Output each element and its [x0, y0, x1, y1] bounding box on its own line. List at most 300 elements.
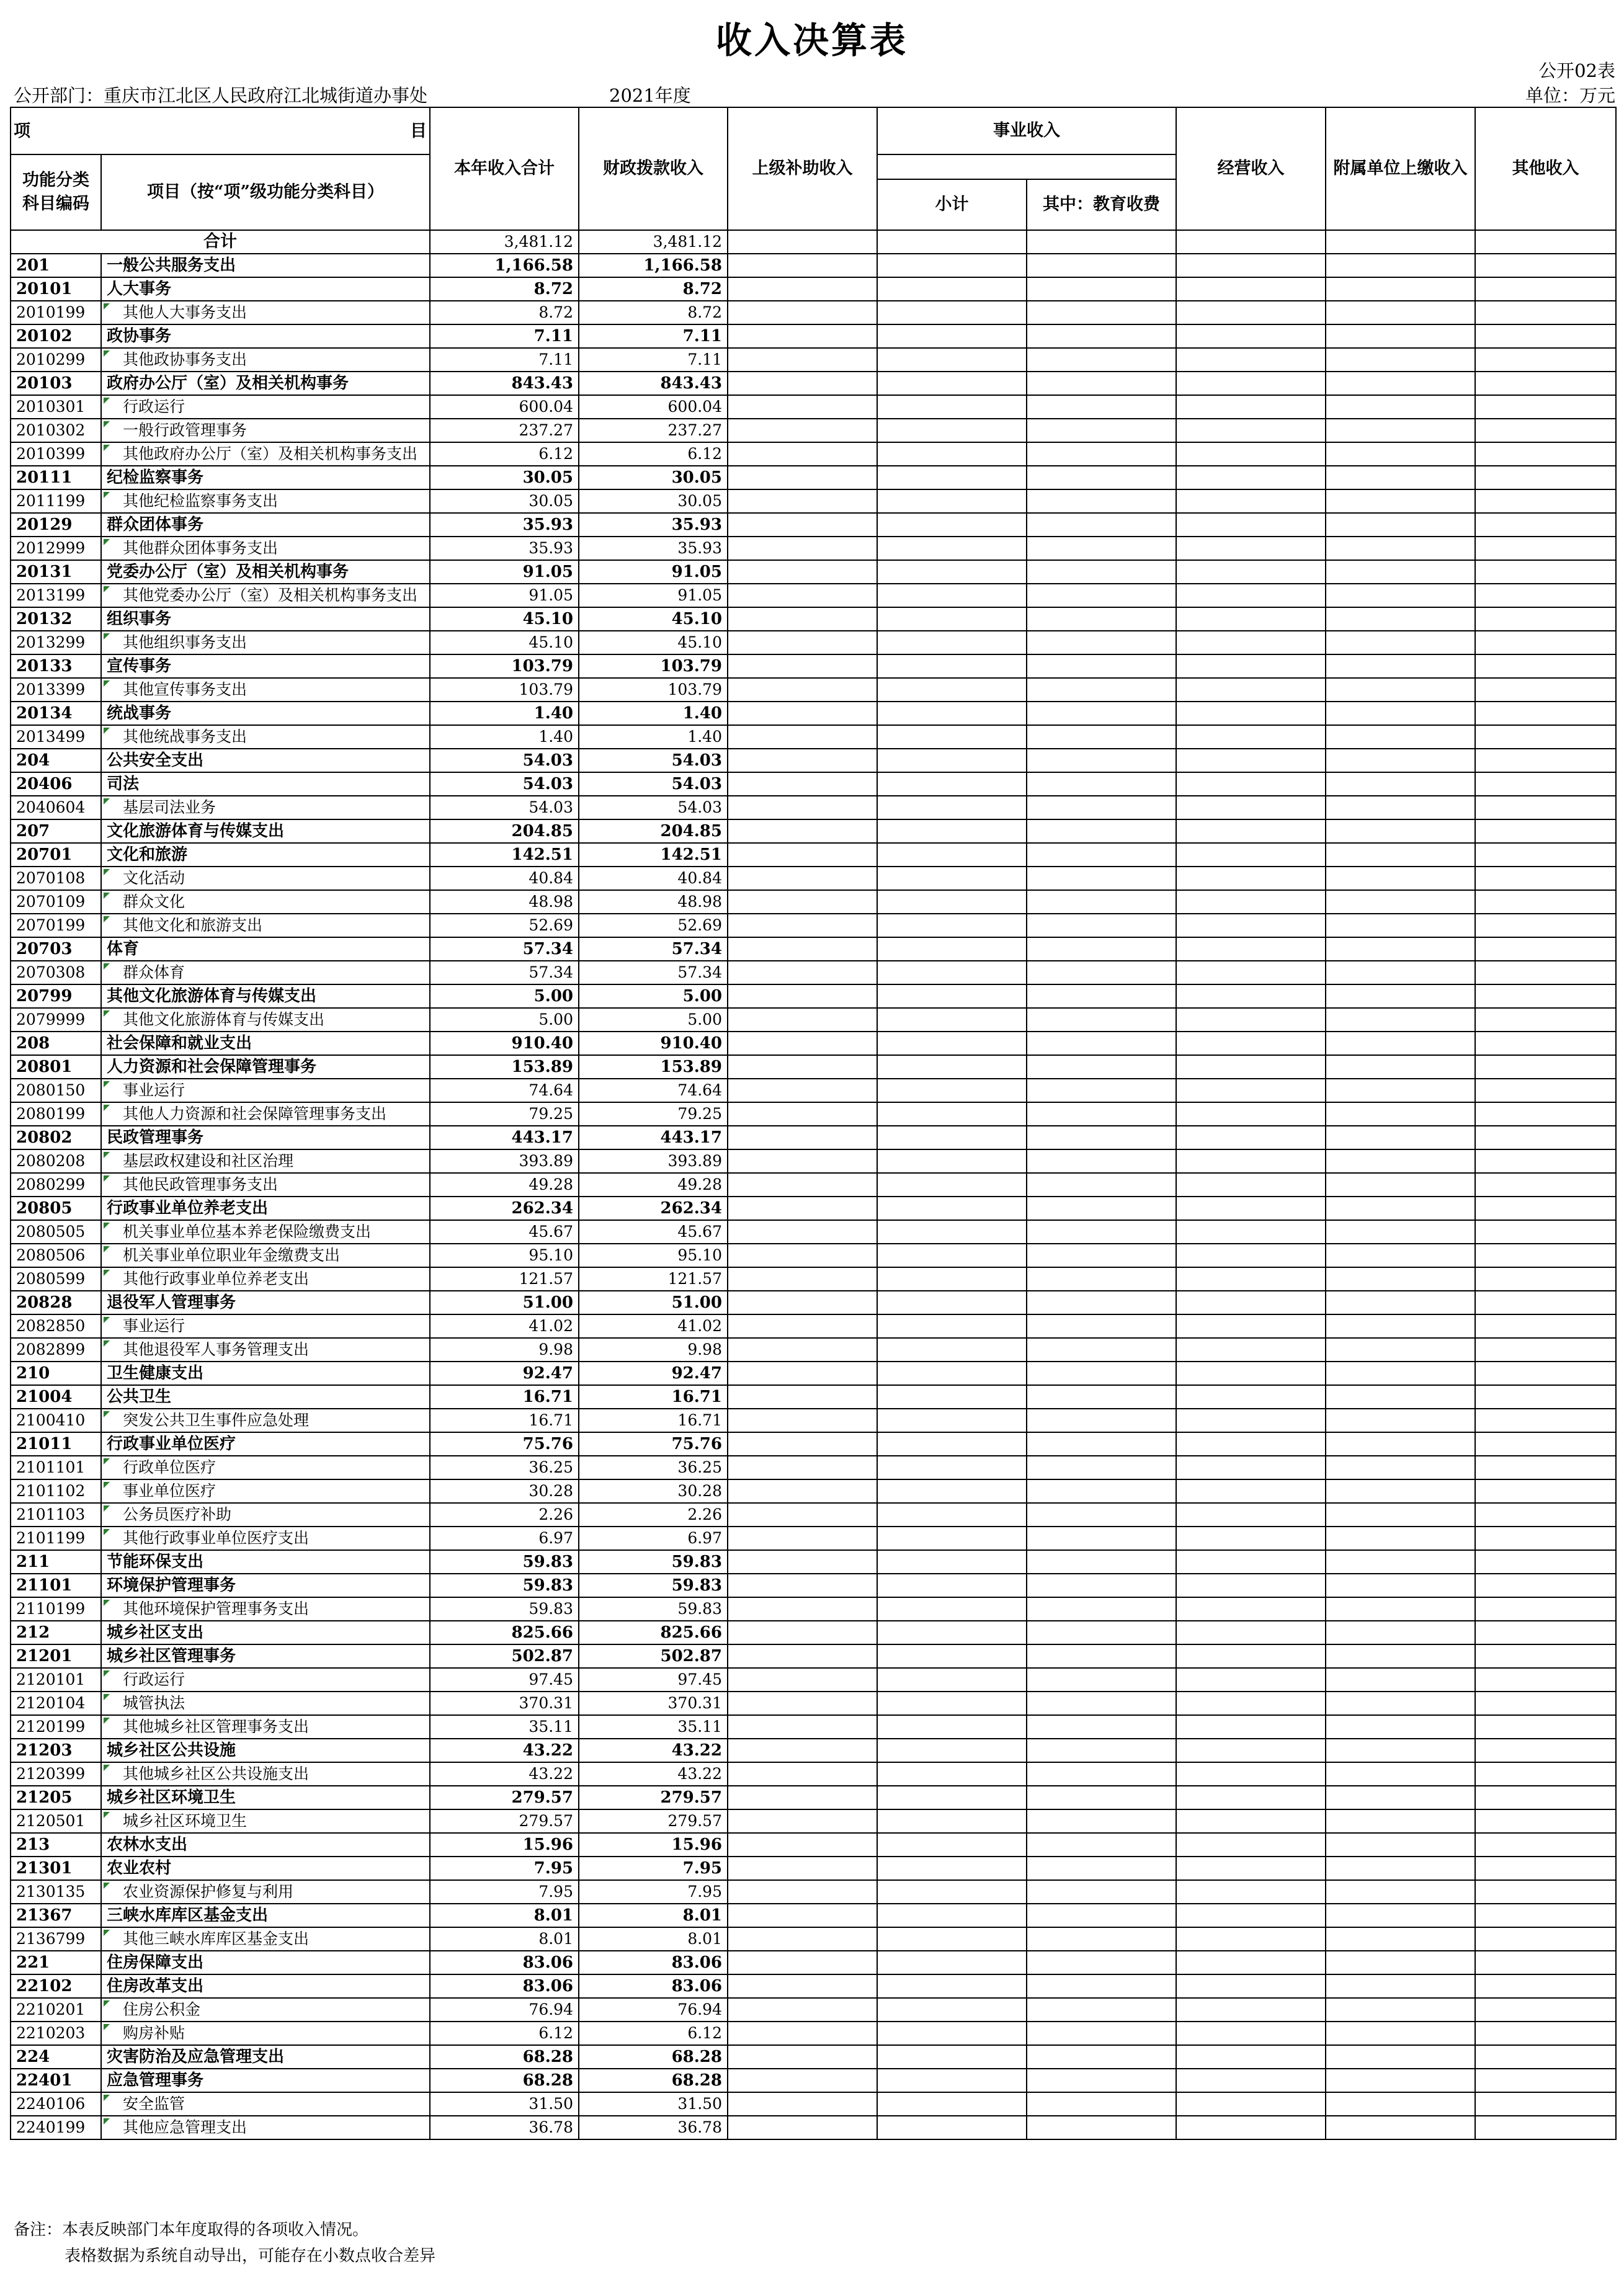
empty-cell	[1475, 1857, 1616, 1880]
row-total-income: 54.03	[430, 796, 579, 819]
empty-cell	[877, 1362, 1027, 1385]
empty-cell	[1176, 1597, 1326, 1621]
table-row	[11, 324, 1616, 348]
row-total-income: 83.06	[430, 1951, 579, 1974]
empty-cell	[1475, 1220, 1616, 1244]
empty-cell	[728, 560, 877, 584]
row-code: 2070108	[11, 867, 101, 890]
empty-cell	[877, 1739, 1027, 1762]
row-code: 2080506	[11, 1244, 101, 1267]
empty-cell	[877, 513, 1027, 537]
empty-cell	[728, 1409, 877, 1432]
table-row	[11, 372, 1616, 395]
empty-cell	[877, 442, 1027, 466]
row-fiscal: 91.05	[579, 560, 728, 584]
table-row	[11, 1173, 1616, 1197]
empty-cell	[1176, 772, 1326, 796]
empty-cell	[728, 1456, 877, 1479]
row-code: 2101102	[11, 1479, 101, 1503]
empty-cell	[1475, 1786, 1616, 1809]
empty-cell	[1475, 254, 1616, 277]
empty-cell	[1027, 867, 1176, 890]
table-row	[11, 1197, 1616, 1220]
empty-cell	[1027, 1126, 1176, 1149]
empty-cell	[877, 914, 1027, 937]
empty-cell	[877, 301, 1027, 324]
row-total-income: 502.87	[430, 1644, 579, 1668]
table-row	[11, 1574, 1616, 1597]
row-name: 节能环保支出	[101, 1550, 430, 1574]
table-row	[11, 277, 1616, 301]
empty-cell	[1475, 1998, 1616, 2022]
row-code: 2080199	[11, 1102, 101, 1126]
empty-cell	[1176, 513, 1326, 537]
empty-cell	[728, 1008, 877, 1032]
row-fiscal: 910.40	[579, 1032, 728, 1055]
empty-cell	[1027, 489, 1176, 513]
empty-cell	[1475, 1267, 1616, 1291]
row-name: 群众体育	[101, 961, 430, 984]
empty-cell	[1176, 1479, 1326, 1503]
empty-cell	[1475, 819, 1616, 843]
row-code: 20802	[11, 1126, 101, 1149]
empty-cell	[1475, 348, 1616, 372]
empty-cell	[1475, 2069, 1616, 2092]
empty-cell	[1475, 1479, 1616, 1503]
row-fiscal: 600.04	[579, 395, 728, 419]
table-row	[11, 301, 1616, 324]
row-code: 2010301	[11, 395, 101, 419]
empty-cell	[1326, 867, 1475, 890]
empty-cell	[1475, 419, 1616, 442]
empty-cell	[1475, 1008, 1616, 1032]
empty-cell	[1176, 395, 1326, 419]
empty-cell	[728, 1927, 877, 1951]
empty-cell	[877, 1032, 1027, 1055]
empty-cell	[1176, 1574, 1326, 1597]
header-code: 功能分类科目编码	[11, 154, 101, 230]
empty-cell	[1027, 254, 1176, 277]
empty-cell	[1027, 843, 1176, 867]
table-row	[11, 466, 1616, 489]
empty-cell	[1475, 1621, 1616, 1644]
empty-cell	[728, 1668, 877, 1692]
department-label: 公开部门：重庆市江北区人民政府江北城街道办事处	[14, 85, 428, 106]
row-fiscal: 45.10	[579, 607, 728, 631]
empty-cell	[728, 1550, 877, 1574]
table-row	[11, 2045, 1616, 2069]
empty-cell	[1326, 1550, 1475, 1574]
empty-cell	[1475, 772, 1616, 796]
item-header-left: 项	[14, 122, 30, 141]
empty-cell	[1176, 301, 1326, 324]
empty-cell	[1326, 230, 1475, 254]
empty-cell	[1475, 1809, 1616, 1833]
row-total-income: 7.95	[430, 1857, 579, 1880]
row-name: 事业单位医疗	[101, 1479, 430, 1503]
row-total-income: 92.47	[430, 1362, 579, 1385]
empty-cell	[1326, 772, 1475, 796]
header-business: 事业收入	[877, 107, 1176, 154]
row-code: 22102	[11, 1974, 101, 1998]
empty-cell	[1326, 961, 1475, 984]
row-name: 其他环境保护管理事务支出	[101, 1597, 430, 1621]
row-code: 2040604	[11, 796, 101, 819]
empty-cell	[728, 984, 877, 1008]
empty-cell	[1475, 2116, 1616, 2139]
table-row	[11, 772, 1616, 796]
row-name: 文化和旅游	[101, 843, 430, 867]
empty-cell	[1326, 277, 1475, 301]
empty-cell	[1176, 725, 1326, 749]
empty-cell	[1326, 725, 1475, 749]
row-total-income: 1,166.58	[430, 254, 579, 277]
empty-cell	[1326, 1621, 1475, 1644]
empty-cell	[1027, 1479, 1176, 1503]
row-fiscal: 49.28	[579, 1173, 728, 1197]
empty-cell	[1176, 1786, 1326, 1809]
empty-cell	[877, 1385, 1027, 1409]
empty-cell	[728, 277, 877, 301]
empty-cell	[1176, 1409, 1326, 1432]
empty-cell	[877, 843, 1027, 867]
empty-cell	[1326, 1244, 1475, 1267]
empty-cell	[1027, 1809, 1176, 1833]
row-name: 其他文化和旅游支出	[101, 914, 430, 937]
row-name: 组织事务	[101, 607, 430, 631]
row-code: 221	[11, 1951, 101, 1974]
empty-cell	[728, 419, 877, 442]
row-total-income: 600.04	[430, 395, 579, 419]
empty-cell	[1475, 1314, 1616, 1338]
empty-cell	[1176, 1055, 1326, 1079]
row-fiscal: 393.89	[579, 1149, 728, 1173]
table-row	[11, 1409, 1616, 1432]
table-row	[11, 1927, 1616, 1951]
empty-cell	[1475, 1597, 1616, 1621]
row-name: 应急管理事务	[101, 2069, 430, 2092]
row-fiscal: 59.83	[579, 1597, 728, 1621]
row-name: 三峡水库库区基金支出	[101, 1904, 430, 1927]
empty-cell	[1326, 654, 1475, 678]
empty-cell	[1326, 1385, 1475, 1409]
row-code: 20133	[11, 654, 101, 678]
empty-cell	[1176, 1692, 1326, 1715]
row-code: 2120501	[11, 1809, 101, 1833]
row-fiscal: 237.27	[579, 419, 728, 442]
empty-cell	[1176, 1008, 1326, 1032]
row-name: 公共卫生	[101, 1385, 430, 1409]
row-fiscal: 8.72	[579, 277, 728, 301]
row-total-income: 7.11	[430, 324, 579, 348]
row-total-income: 153.89	[430, 1055, 579, 1079]
empty-cell	[1326, 1032, 1475, 1055]
empty-cell	[1326, 1314, 1475, 1338]
row-name: 农业农村	[101, 1857, 430, 1880]
row-fiscal: 15.96	[579, 1833, 728, 1857]
empty-cell	[1027, 1904, 1176, 1927]
empty-cell	[1326, 1998, 1475, 2022]
empty-cell	[1176, 1715, 1326, 1739]
row-total-income: 825.66	[430, 1621, 579, 1644]
empty-cell	[1475, 1409, 1616, 1432]
empty-cell	[877, 1597, 1027, 1621]
empty-cell	[1326, 631, 1475, 654]
row-code: 2070199	[11, 914, 101, 937]
empty-cell	[1475, 914, 1616, 937]
empty-cell	[1027, 372, 1176, 395]
row-code: 2120199	[11, 1715, 101, 1739]
empty-cell	[1475, 1739, 1616, 1762]
row-code: 2240106	[11, 2092, 101, 2116]
table-row	[11, 2022, 1616, 2045]
empty-cell	[728, 843, 877, 867]
row-fiscal: 204.85	[579, 819, 728, 843]
row-name: 一般公共服务支出	[101, 254, 430, 277]
row-fiscal: 30.28	[579, 1479, 728, 1503]
empty-cell	[1176, 1456, 1326, 1479]
empty-cell	[728, 914, 877, 937]
row-total-income: 843.43	[430, 372, 579, 395]
empty-cell	[1326, 372, 1475, 395]
row-code: 2080150	[11, 1079, 101, 1102]
empty-cell	[1326, 796, 1475, 819]
row-name: 人大事务	[101, 277, 430, 301]
empty-cell	[1475, 537, 1616, 560]
header-education: 其中：教育收费	[1027, 179, 1176, 230]
row-fiscal: 121.57	[579, 1267, 728, 1291]
row-name: 其他党委办公厅（室）及相关机构事务支出	[101, 584, 430, 607]
row-fiscal: 31.50	[579, 2092, 728, 2116]
row-code: 20799	[11, 984, 101, 1008]
empty-cell	[728, 1644, 877, 1668]
empty-cell	[1326, 1008, 1475, 1032]
empty-cell	[877, 560, 1027, 584]
empty-cell	[728, 1220, 877, 1244]
empty-cell	[1326, 1574, 1475, 1597]
empty-cell	[728, 1173, 877, 1197]
empty-cell	[1176, 2045, 1326, 2069]
row-total-income: 6.12	[430, 442, 579, 466]
empty-cell	[877, 1927, 1027, 1951]
empty-cell	[1027, 1503, 1176, 1527]
empty-cell	[1475, 1173, 1616, 1197]
table-row	[11, 1102, 1616, 1126]
row-fiscal: 502.87	[579, 1644, 728, 1668]
table-body	[11, 230, 1616, 2139]
empty-cell	[1475, 796, 1616, 819]
empty-cell	[1475, 890, 1616, 914]
empty-cell	[877, 984, 1027, 1008]
row-fiscal: 68.28	[579, 2069, 728, 2092]
row-fiscal: 51.00	[579, 1291, 728, 1314]
empty-cell	[728, 1432, 877, 1456]
empty-cell	[1326, 1739, 1475, 1762]
row-fiscal: 57.34	[579, 937, 728, 961]
empty-cell	[728, 961, 877, 984]
row-fiscal: 8.01	[579, 1904, 728, 1927]
table-row	[11, 1527, 1616, 1550]
empty-cell	[728, 348, 877, 372]
empty-cell	[1326, 1055, 1475, 1079]
income-table	[10, 107, 1617, 2140]
row-name: 农林水支出	[101, 1833, 430, 1857]
empty-cell	[877, 702, 1027, 725]
empty-cell	[1475, 489, 1616, 513]
empty-cell	[1176, 584, 1326, 607]
empty-cell	[1027, 2022, 1176, 2045]
item-header-right: 目	[410, 122, 427, 141]
empty-cell	[728, 1574, 877, 1597]
row-name: 文化旅游体育与传媒支出	[101, 819, 430, 843]
row-fiscal: 40.84	[579, 867, 728, 890]
empty-cell	[877, 1503, 1027, 1527]
table-row	[11, 1149, 1616, 1173]
empty-cell	[1475, 1362, 1616, 1385]
row-code: 2011199	[11, 489, 101, 513]
empty-cell	[1326, 1927, 1475, 1951]
empty-cell	[877, 1008, 1027, 1032]
row-name: 民政管理事务	[101, 1126, 430, 1149]
row-total-income: 45.67	[430, 1220, 579, 1244]
empty-cell	[728, 2045, 877, 2069]
row-total-income: 95.10	[430, 1244, 579, 1267]
empty-cell	[1475, 1079, 1616, 1102]
row-fiscal: 103.79	[579, 654, 728, 678]
empty-cell	[877, 324, 1027, 348]
empty-cell	[1326, 678, 1475, 702]
empty-cell	[1326, 1149, 1475, 1173]
row-code: 20828	[11, 1291, 101, 1314]
empty-cell	[1027, 1314, 1176, 1338]
empty-cell	[1326, 560, 1475, 584]
row-name: 司法	[101, 772, 430, 796]
empty-cell	[1027, 1833, 1176, 1857]
empty-cell	[1176, 1362, 1326, 1385]
row-fiscal: 54.03	[579, 796, 728, 819]
empty-cell	[1176, 796, 1326, 819]
row-code: 21203	[11, 1739, 101, 1762]
empty-cell	[728, 442, 877, 466]
empty-cell	[1027, 230, 1176, 254]
empty-cell	[1326, 1951, 1475, 1974]
empty-cell	[877, 772, 1027, 796]
empty-cell	[877, 2116, 1027, 2139]
empty-cell	[1027, 324, 1176, 348]
row-total-income: 43.22	[430, 1739, 579, 1762]
empty-cell	[1326, 1362, 1475, 1385]
empty-cell	[1027, 1362, 1176, 1385]
row-total-income: 16.71	[430, 1409, 579, 1432]
row-code: 2101199	[11, 1527, 101, 1550]
empty-cell	[728, 1974, 877, 1998]
empty-cell	[1326, 1786, 1475, 1809]
empty-cell	[1326, 1833, 1475, 1857]
empty-cell	[1326, 1126, 1475, 1149]
empty-cell	[1326, 2116, 1475, 2139]
row-fiscal: 153.89	[579, 1055, 728, 1079]
empty-cell	[1027, 442, 1176, 466]
empty-cell	[1027, 1102, 1176, 1126]
table-row	[11, 1479, 1616, 1503]
row-fiscal: 36.78	[579, 2116, 728, 2139]
table-row	[11, 1126, 1616, 1149]
table-row	[11, 1951, 1616, 1974]
empty-cell	[1027, 1715, 1176, 1739]
row-fiscal: 68.28	[579, 2045, 728, 2069]
empty-cell	[877, 1314, 1027, 1338]
empty-cell	[1027, 1974, 1176, 1998]
empty-cell	[1176, 2069, 1326, 2092]
row-code: 2080299	[11, 1173, 101, 1197]
empty-cell	[877, 1197, 1027, 1220]
row-code: 20103	[11, 372, 101, 395]
empty-cell	[1475, 1668, 1616, 1692]
empty-cell	[1475, 513, 1616, 537]
row-total-income: 54.03	[430, 749, 579, 772]
empty-cell	[1176, 1951, 1326, 1974]
empty-cell	[1027, 1267, 1176, 1291]
empty-cell	[1176, 1102, 1326, 1126]
empty-cell	[1326, 1173, 1475, 1197]
empty-cell	[1475, 867, 1616, 890]
row-total-income: 30.05	[430, 466, 579, 489]
row-code: 2079999	[11, 1008, 101, 1032]
header-subtotal: 小计	[877, 179, 1027, 230]
empty-cell	[1027, 1951, 1176, 1974]
empty-cell	[1176, 961, 1326, 984]
empty-cell	[1176, 1644, 1326, 1668]
empty-cell	[1176, 678, 1326, 702]
empty-cell	[1475, 1291, 1616, 1314]
row-name: 其他行政事业单位养老支出	[101, 1267, 430, 1291]
row-fiscal: 36.25	[579, 1456, 728, 1479]
table-row	[11, 1904, 1616, 1927]
row-name: 城乡社区公共设施	[101, 1739, 430, 1762]
empty-cell	[1027, 1409, 1176, 1432]
header-operating: 经营收入	[1176, 107, 1326, 230]
empty-cell	[728, 867, 877, 890]
table-header	[11, 107, 1616, 230]
table-row	[11, 1385, 1616, 1409]
empty-cell	[1475, 1574, 1616, 1597]
row-total-income: 57.34	[430, 937, 579, 961]
empty-cell	[1475, 1456, 1616, 1479]
empty-cell	[1027, 1998, 1176, 2022]
empty-cell	[1027, 466, 1176, 489]
empty-cell	[1027, 961, 1176, 984]
empty-cell	[877, 1833, 1027, 1857]
empty-cell	[1475, 1503, 1616, 1527]
row-fiscal: 41.02	[579, 1314, 728, 1338]
empty-cell	[1176, 1267, 1326, 1291]
empty-cell	[1326, 442, 1475, 466]
table-row	[11, 395, 1616, 419]
row-code: 2013399	[11, 678, 101, 702]
empty-cell	[877, 1479, 1027, 1503]
empty-cell	[1176, 1244, 1326, 1267]
empty-cell	[1027, 1008, 1176, 1032]
row-fiscal: 7.95	[579, 1857, 728, 1880]
empty-cell	[1176, 1739, 1326, 1762]
empty-cell	[1027, 749, 1176, 772]
row-total-income: 45.10	[430, 607, 579, 631]
row-name: 基层政权建设和社区治理	[101, 1149, 430, 1173]
empty-cell	[877, 1432, 1027, 1456]
table-row	[11, 678, 1616, 702]
empty-cell	[1176, 254, 1326, 277]
empty-cell	[1176, 560, 1326, 584]
